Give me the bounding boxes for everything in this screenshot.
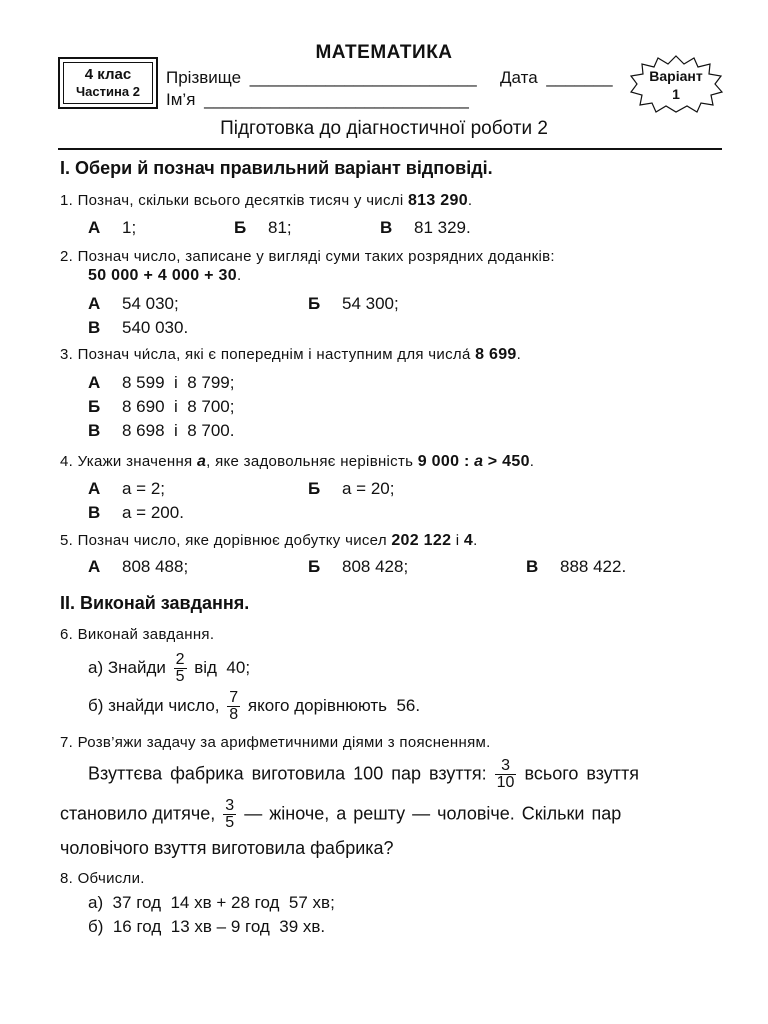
question-text: Познач чи́сла, які є попереднім і наступним для числа́ [77,346,471,363]
task-6b [88,690,420,723]
question-number: 7. [60,734,74,751]
answer-text: 81 329. [414,218,471,237]
fraction-numerator: 2 [175,651,185,668]
fraction [174,652,187,685]
answer-text: 540 030. [122,318,189,337]
question-bold-2: > 450 [487,453,530,470]
question-4 [60,453,534,471]
question-3 [60,346,521,364]
answer-q4-b[interactable] [308,479,394,499]
question-6 [60,626,214,643]
fraction [227,690,240,723]
question-text: Обчисли. [77,870,145,887]
answer-text: 808 488; [122,557,189,576]
question-number: 5. [60,532,74,549]
answer-q2-c[interactable] [88,318,188,338]
fraction [223,798,236,831]
fraction-denominator: 10 [496,774,515,791]
answer-text: 8 698 і 8 700. [122,421,235,440]
fraction-numerator: 7 [229,689,239,706]
surname-field[interactable] [166,68,477,88]
problem-text: становило дитяче, [60,803,216,824]
question-bold: 50 000 + 4 000 + 30 [88,267,237,284]
problem-line-2 [60,798,722,831]
answer-letter: В [88,318,101,337]
answer-letter: Б [234,218,247,237]
task-text: а) Знайди [88,657,166,677]
answer-letter: Б [308,557,321,576]
surname-line[interactable]: ________________________ [249,68,477,87]
answer-q1-b[interactable] [234,218,292,238]
answer-letter: А [88,218,101,237]
variable: a [474,453,484,470]
task-text: б) знайди число, [88,695,220,715]
question-number: 4. [60,453,74,470]
question-end: . [529,453,535,470]
answer-q3-b[interactable] [88,397,234,417]
answer-q5-b[interactable] [308,557,408,577]
variable: a [196,453,207,470]
answer-q5-c[interactable] [526,557,626,577]
question-7 [60,734,491,751]
question-bold: 202 122 [391,532,452,549]
question-text: Познач, скільки всього десятків тисяч у числі [77,192,404,209]
section-2-title: II. Виконай завдання. [60,593,250,613]
problem-line-3: чоловічого взуття виготовила фабрика? [60,838,394,858]
problem-line-1 [88,758,722,791]
answer-letter: А [88,373,101,392]
fraction [495,758,517,791]
answer-q2-b[interactable] [308,294,399,314]
question-text: Виконай завдання. [77,626,215,643]
answer-text: 54 300; [342,294,399,313]
problem-text-end: — жіноче, а решту — чоловіче. Скільки пар [244,803,622,824]
name-field[interactable] [166,90,469,110]
question-text: Розв’яжи задачу за арифметичними діями з поясненням. [77,734,491,751]
answer-letter: Б [88,397,101,416]
fraction-denominator: 8 [229,706,239,723]
subtitle: Підготовка до діагностичної роботи 2 [220,118,548,139]
question-1 [60,192,472,210]
question-end: . [516,346,522,363]
answer-text: 808 428; [342,557,409,576]
question-mid: і [455,532,460,549]
answer-text: 8 599 і 8 799; [122,373,235,392]
starburst-icon [628,55,724,113]
question-number: 1. [60,192,74,209]
class-box [58,57,158,109]
answer-q2-a[interactable] [88,294,179,314]
question-number: 2. [60,248,74,265]
fraction-denominator: 5 [175,668,185,685]
part-label: Частина 2 [76,84,140,99]
question-bold-2: 4 [463,532,474,549]
answer-q1-a[interactable] [88,218,136,238]
answer-letter: А [88,479,101,498]
answer-text: 54 030; [122,294,179,313]
question-text-2: , яке задовольняє нерівність [206,453,414,470]
question-bold: 9 000 : [417,453,470,470]
question-end: . [473,532,478,549]
date-field[interactable] [500,68,613,88]
question-number: 8. [60,870,74,887]
question-2 [60,248,555,265]
problem-text-end: всього взуття [524,763,640,784]
class-label: 4 клас [84,66,132,83]
name-line[interactable]: ____________________________ [204,90,469,109]
task-6a [88,652,250,685]
fraction-numerator: 3 [225,797,235,814]
section-1-title: I. Обери й познач правильний варіант відповіді. [60,158,493,178]
answer-letter: А [88,294,101,313]
question-number: 3. [60,346,74,363]
answer-text: 81; [268,218,292,237]
fraction-numerator: 3 [495,758,517,775]
answer-letter: В [380,218,393,237]
variant-number: 1 [672,86,680,102]
question-bold: 8 699 [475,346,517,363]
surname-label: Прізвище [166,68,242,87]
answer-text: 888 422. [560,557,627,576]
fraction-denominator: 5 [225,814,235,831]
answer-letter: Б [308,294,321,313]
question-text: Познач число, записане у вигляді суми таких розрядних доданків: [77,248,555,265]
answer-q1-c[interactable] [380,218,471,238]
header-divider [58,148,722,150]
answer-text: a = 20; [342,479,395,498]
question-bold: 813 290 [407,192,468,209]
question-5 [60,532,478,550]
answer-letter: В [88,421,101,440]
answer-q5-a[interactable] [88,557,188,577]
question-text: Укажи значення [77,453,193,470]
answer-text: 8 690 і 8 700; [122,397,235,416]
task-text-end: якого дорівнюють 56. [247,695,421,715]
variant-label: Варіант [649,68,703,84]
answer-text: 1; [122,218,137,237]
question-end: . [236,267,242,284]
question-number: 6. [60,626,74,643]
date-label: Дата [500,68,538,87]
answer-letter: Б [308,479,321,498]
question-8 [60,870,145,887]
question-text: Познач число, яке дорівнює добутку чисел [77,532,387,549]
task-text-end: від 40; [194,657,251,677]
answer-letter: В [88,503,101,522]
answer-q4-c[interactable] [88,503,184,523]
variant-badge [628,55,724,113]
name-label: Ім’я [166,90,196,109]
question-end: . [467,192,473,209]
answer-letter: В [526,557,539,576]
answer-text: a = 200. [122,503,184,522]
date-line[interactable]: _______ [546,68,613,87]
task-8b: б) 16 год 13 хв – 9 год 39 хв. [88,917,326,936]
answer-q3-a[interactable] [88,373,234,393]
answer-text: a = 2; [122,479,166,498]
problem-text: Взуттєва фабрика виготовила 100 пар взуття: [88,763,487,784]
page-title: МАТЕМАТИКА [315,42,453,63]
task-8a: а) 37 год 14 хв + 28 год 57 хв; [88,893,335,912]
question-2-expression [88,267,241,285]
answer-q4-a[interactable] [88,479,165,499]
answer-q3-c[interactable] [88,421,234,441]
answer-letter: А [88,557,101,576]
